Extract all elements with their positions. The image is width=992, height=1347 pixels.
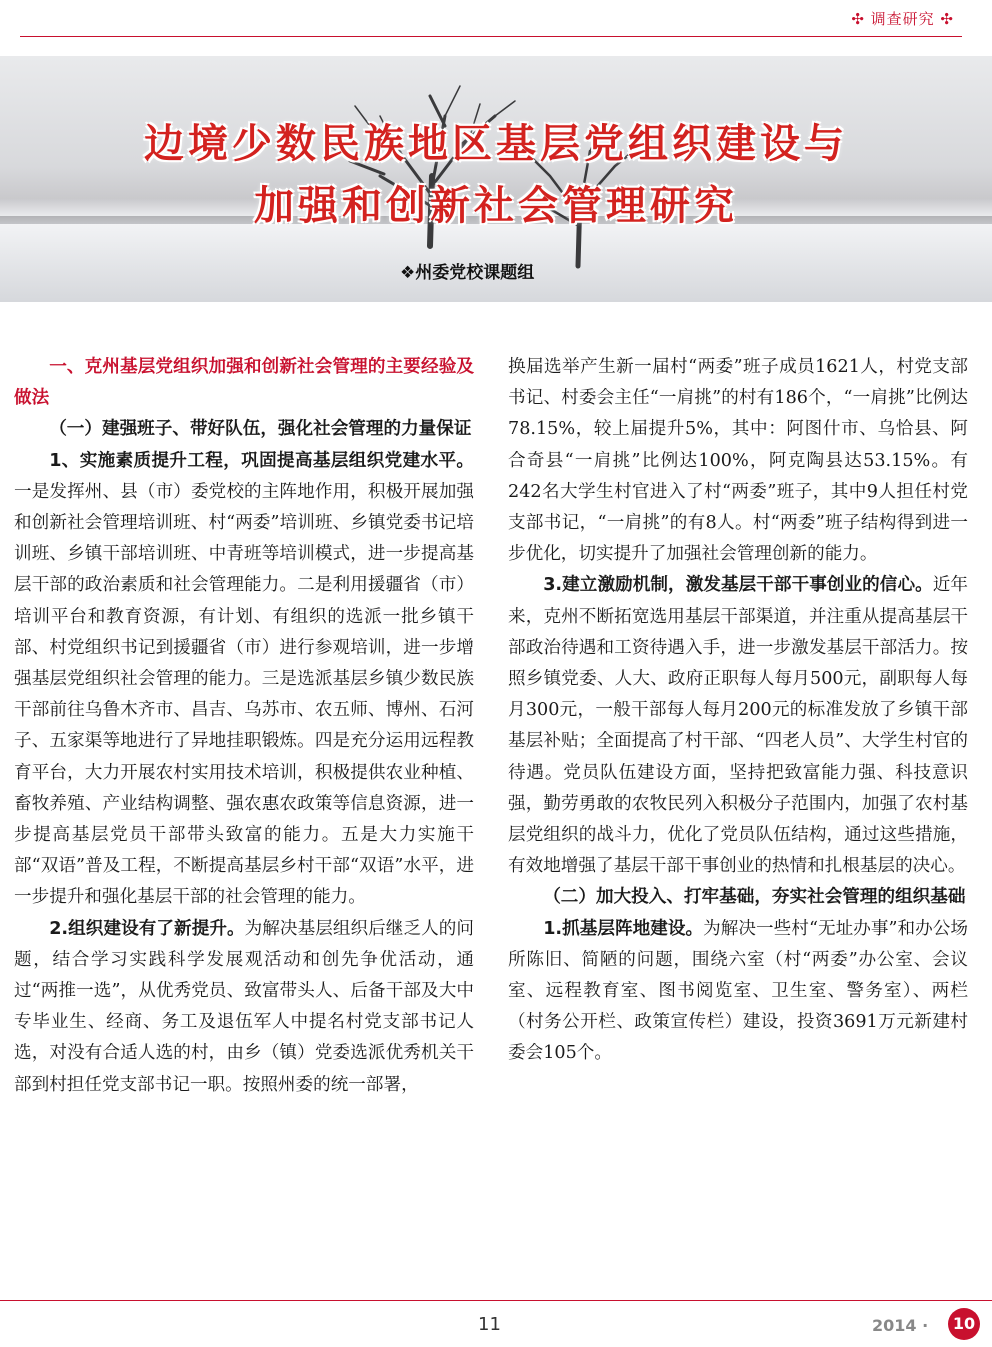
title-banner [0,56,992,302]
subsection-heading: （二）加大投入、打牢基础，夯实社会管理的组织基础 [543,887,966,908]
page-footer [0,1300,992,1347]
subsection-heading: （一）建强班子、带好队伍，强化社会管理的力量保证 [49,419,472,440]
paragraph [14,446,474,914]
paragraph-lead: 2.组织建设有了新提升。 [49,918,245,939]
footer-rule [0,1300,992,1301]
paragraph-body: 一是发挥州、县（市）委党校的主阵地作用，积极开展加强和创新社会管理培训班、村“两委”培训班、乡镇党委书记培训班、乡镇干部培训班、中青班等培训模式，进一步提高基层干部的政治素质和社会管理能力。二是利用援疆省（市）培训平台和教育资源，有计划、有组织的选派一批乡镇干部、村党组织书记到援疆省（市）进行参观培训，进一步增强基层党组织社会管理的能力。三是选派基层乡镇少数民族干部前往乌鲁木齐市、昌吉、乌苏市、农五师、博州、石河子、五家渠等地进行了异地挂职锻炼。四是充分运用远程教育平台，大力开展农村实用技术培训，积极提供农业种植、畜牧养殖、产业结构调整、强农惠农政策等信息资源，进一步提高基层党员干部带头致富的能力。五是大力实施干部“双语”普及工程，不断提高基层乡村干部“双语”水平，进一步提升和强化基层干部的社会管理的能力。 [14,481,474,908]
paragraph-lead: 3.建立激励机制，激发基层干部干事创业的信心。 [543,575,933,596]
paragraph-body: 为解决一些村“无址办事”和办公场所陈旧、简陋的问题，围绕六室（村“两委”办公室、会议室、远程教育室、图书阅览室、卫生室、警务室）、两栏（村务公开栏、政策宣传栏）建设，投资3691万元新建村委会105个。 [508,918,968,1064]
paragraph-body: 近年来，克州不断拓宽选用基层干部渠道，并注重从提高基层干部政治待遇和工资待遇入手，进一步激发基层干部活力。按照乡镇党委、人大、政府正职每人每月500元，副职每人每月300元，一般干部每人每月200元的标准发放了乡镇干部基层补贴；全面提高了村干部、“四老人员”、大学生村官的待遇。党员队伍建设方面，坚持把致富能力强、科技意识强，勤劳勇敢的农牧民列入积极分子范围内，加强了农村基层党组织的战斗力，优化了党员队伍结构，通过这些措施，有效地增强了基层干部干事创业的热情和扎根基层的决心。 [508,575,968,877]
issue-year: 2014 · [872,1316,929,1335]
paragraph-body: 为解决基层组织后继乏人的问题，结合学习实践科学发展观活动和创先争优活动，通过“两推一选”，从优秀党员、致富带头人、后备干部及大中专毕业生、经商、务工及退伍军人中提名村党支部书记人选，对没有合适人选的村，由乡（镇）党委选派优秀机关干部到村担任党支部书记一职。按照州委的统一部署， [14,918,474,1095]
header-rule [20,36,962,37]
article-byline: ❖州委党校课题组 [400,263,535,283]
paragraph-lead: 1.抓基层阵地建设。 [543,918,704,939]
issue-number-badge: 10 [948,1308,980,1340]
paragraph [508,914,968,1070]
article-title-line1: 边境少数民族地区基层党组织建设与 [144,121,848,167]
section-heading: 一、克州基层党组织加强和创新社会管理的主要经验及做法 [14,357,474,409]
left-column [14,352,474,1101]
paragraph-continued: 换届选举产生新一届村“两委”班子成员1621人，村党支部书记、村委会主任“一肩挑”的村有186个，“一肩挑”比例达78.15%，较上届提升5%，其中：阿图什市、乌恰县、阿合奇县“一肩挑”比例达100%，阿克陶县达53.15%。有242名大学生村官进入了村“两委”班子，其中9人担任村党支部书记，“一肩挑”的有8人。村“两委”班子结构得到进一步优化，切实提升了加强社会管理创新的能力。 [508,357,968,565]
right-column [508,352,968,1070]
page-header [0,0,992,48]
paragraph [14,914,474,1101]
paragraph-lead: 1、实施素质提升工程，巩固提高基层组织党建水平。 [49,450,474,471]
section-tag: ✣ 调查研究 ✣ [851,10,954,28]
page-number: 11 [478,1314,501,1335]
article-title-line2: 加强和创新社会管理研究 [254,183,738,229]
paragraph [508,570,968,882]
